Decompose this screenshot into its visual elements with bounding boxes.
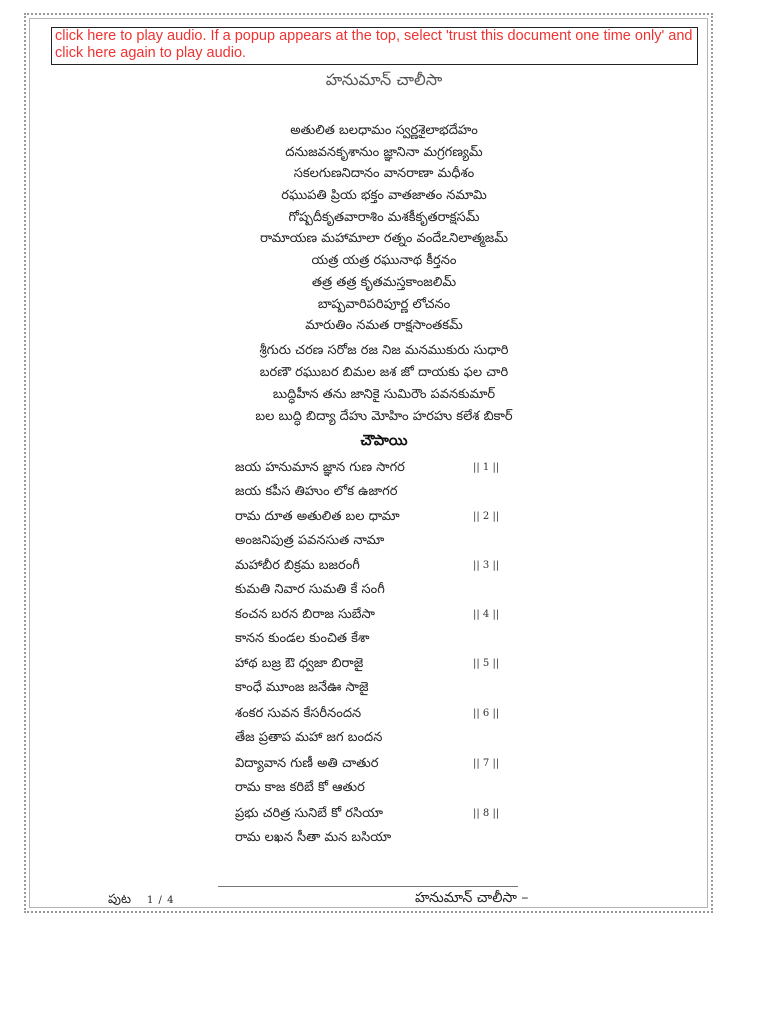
- stanza-line: కంచన బరన బిరాజ సుబేసా: [235, 607, 375, 622]
- sloka-line: బాష్పవారిపరిపూర్ణ లోచనం: [317, 296, 451, 312]
- verse-number: || 8 ||: [473, 808, 500, 819]
- chaupai-stanza: [235, 603, 525, 651]
- verse-number: || 2 ||: [473, 511, 500, 522]
- page-title: హనుమాన్ చాలీసా: [325, 70, 443, 89]
- stanza-line: మహాబీర బిక్రమ బజరంగీ: [235, 558, 360, 573]
- sloka-line: మారుతిం నమత రాక్షసాంతకమ్: [305, 318, 463, 334]
- sloka-line: గోష్పదీకృతవారాశిం మశకీకృతరాక్షసమ్: [288, 209, 480, 225]
- sloka-line: అతులిత బలధామం స్వర్ణశైలాభదేహం: [290, 123, 478, 138]
- footer-title: హనుమాన్ చాలీసా –: [415, 890, 529, 906]
- stanza-line: ప్రభు చరిత్ర సునిబే కో రసియా: [235, 806, 383, 821]
- chaupai-stanza: [235, 554, 525, 602]
- doha-line: శ్రీగురు చరణ సరోజ రజ నిజ మనముకురు సుధారి: [259, 343, 509, 358]
- verse-number: || 6 ||: [473, 708, 500, 719]
- stanza-line: రామ లఖన సీతా మన బసియా: [235, 830, 392, 845]
- opening-sloka: [0, 120, 768, 337]
- chaupai-stanza: [235, 752, 525, 800]
- sloka-line: యత్ర యత్ర రఘునాథ కీర్తనం: [311, 253, 457, 269]
- stanza-line: రామ కాజ కరిబే కో ఆతుర: [235, 780, 365, 795]
- sloka-line: దనుజవనకృశానుం జ్ఞానినా మగ్రగణ్యమ్: [285, 144, 483, 160]
- stanza-line: జయ కపీస తిహుం లోక ఉజాగర: [235, 484, 398, 499]
- verse-number: || 3 ||: [473, 560, 500, 571]
- footer-page-indicator: [108, 892, 174, 910]
- sloka-line: సకలగుణనిదానం వానరాణా మధీశం: [293, 166, 475, 182]
- stanza-line: కానన కుండల కుంచిత కేశా: [235, 631, 370, 646]
- verse-number: || 5 ||: [473, 658, 500, 669]
- stanza-line: శంకర సువన కేసరీనందన: [235, 706, 362, 721]
- doha-block: [0, 340, 768, 428]
- chaupai-stanza: [235, 505, 525, 553]
- chaupai-heading: చౌపాయి: [360, 432, 408, 449]
- sloka-line: తత్ర తత్ర కృతమస్తకాంజలిమ్: [311, 274, 457, 290]
- chaupai-stanza: [235, 652, 525, 700]
- doha-line: బుద్ధిహీన తను జానికై సుమిరౌం పవనకుమార్: [272, 387, 496, 402]
- footer-divider: [218, 886, 518, 887]
- doha-line: బరణౌ రఘుబర బిమల జశ జో దాయకు ఫల చారి: [259, 365, 509, 380]
- chaupai-stanza: [235, 802, 525, 850]
- play-audio-link[interactable]: click here to play audio. If a popup appears at the top, select 'trust this document one time only' and click here again to play audio.: [51, 27, 698, 65]
- chaupai-stanza: [235, 456, 525, 504]
- stanza-line: అంజనిపుత్ర పవనసుత నామా: [235, 533, 385, 548]
- sloka-line: రామాయణ మహామాలా రత్నం వందేఽనిలాత్మజమ్: [260, 231, 508, 247]
- doha-line: బల బుద్ధి బిద్యా దేహు మోహిం హరహు కలేశ బికార్: [255, 409, 513, 424]
- stanza-line: రామ దూత అతులిత బల ధామా: [235, 509, 400, 524]
- sloka-line: రఘుపతి ప్రియ భక్తం వాతజాతం నమామి: [281, 188, 487, 204]
- page-number: 1 / 4: [147, 895, 175, 906]
- verse-number: || 7 ||: [473, 758, 500, 769]
- stanza-line: కుమతి నివార సుమతి కే సంగీ: [235, 582, 385, 597]
- page-label: పుట: [108, 892, 132, 907]
- verse-number: || 1 ||: [473, 462, 500, 473]
- stanza-line: హాథ బజ్ర ఔ ధ్వజా బిరాజై: [235, 656, 364, 671]
- stanza-line: కాంధే మూంజ జనేఊ సాజై: [235, 680, 369, 695]
- verse-number: || 4 ||: [473, 609, 500, 620]
- stanza-line: జయ హనుమాన జ్ఞాన గుణ సాగర: [235, 460, 405, 475]
- stanza-line: తేజ ప్రతాప మహా జగ బందన: [235, 730, 383, 745]
- chaupai-stanza: [235, 702, 525, 750]
- stanza-line: విద్యావాన గుణీ అతి చాతుర: [235, 756, 379, 771]
